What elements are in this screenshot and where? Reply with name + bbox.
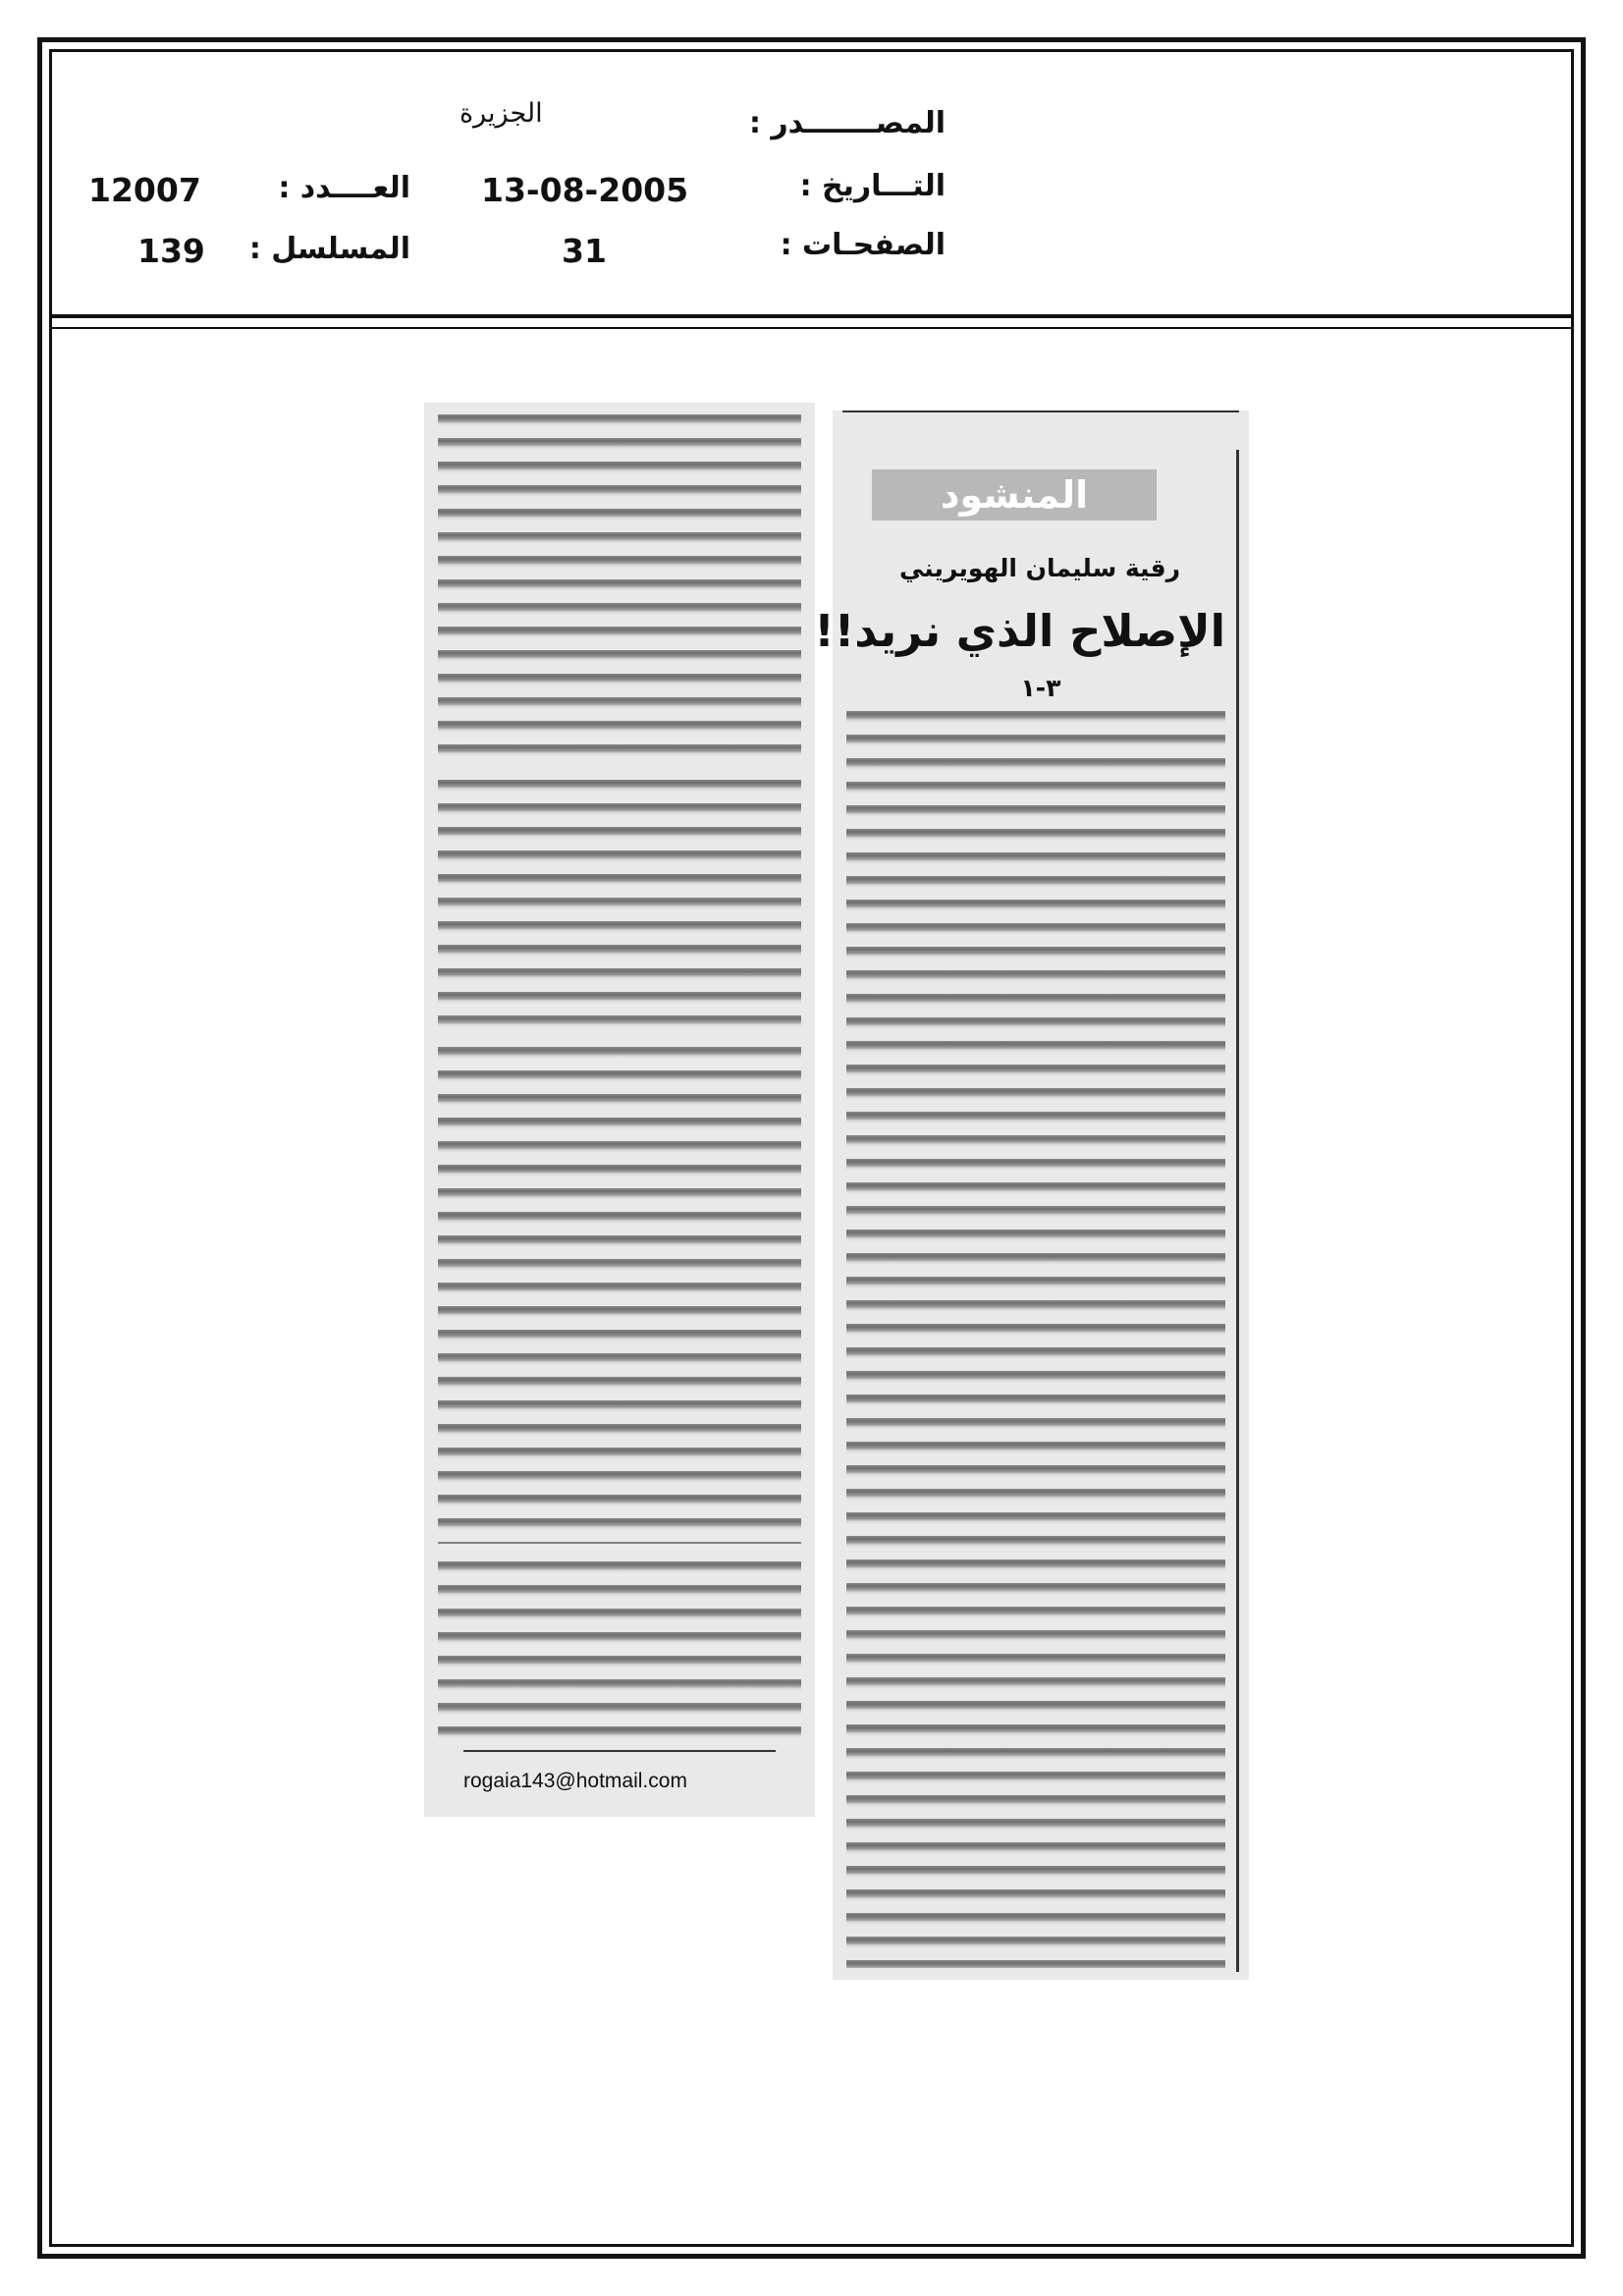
author-email: rogaia143@hotmail.com <box>463 1770 687 1792</box>
text-block <box>438 1047 801 1544</box>
column-top-rule <box>842 410 1239 412</box>
source-value: الجزيرة <box>460 98 543 129</box>
header-divider <box>49 314 1574 318</box>
header-divider-thin <box>49 327 1574 329</box>
text-block <box>438 414 801 760</box>
article-part: ٣-١ <box>1020 674 1061 702</box>
text-block <box>438 1561 801 1742</box>
pages-value: 31 <box>562 232 607 270</box>
issue-label: العــــدد : <box>278 171 410 205</box>
date-label: التـــاريخ : <box>799 169 946 203</box>
article-headline: الإصلاح الذي نريد!! <box>814 605 1225 657</box>
article-body <box>846 711 1225 1968</box>
issue-value: 12007 <box>88 171 201 209</box>
text-block <box>438 780 801 1027</box>
source-label: المصـــــــدر : <box>748 106 946 140</box>
author-name: رقية سليمان الهويريني <box>899 554 1180 582</box>
pages-label: الصفحـات : <box>780 228 946 262</box>
serial-label: المسلسل : <box>248 232 410 266</box>
signature-divider <box>463 1750 776 1752</box>
date-value: 13-08-2005 <box>481 171 689 209</box>
column-logo: المنشود <box>872 469 1157 520</box>
serial-value: 139 <box>137 232 205 270</box>
article-column-left <box>424 403 815 1817</box>
article-column-right <box>814 410 1249 1980</box>
